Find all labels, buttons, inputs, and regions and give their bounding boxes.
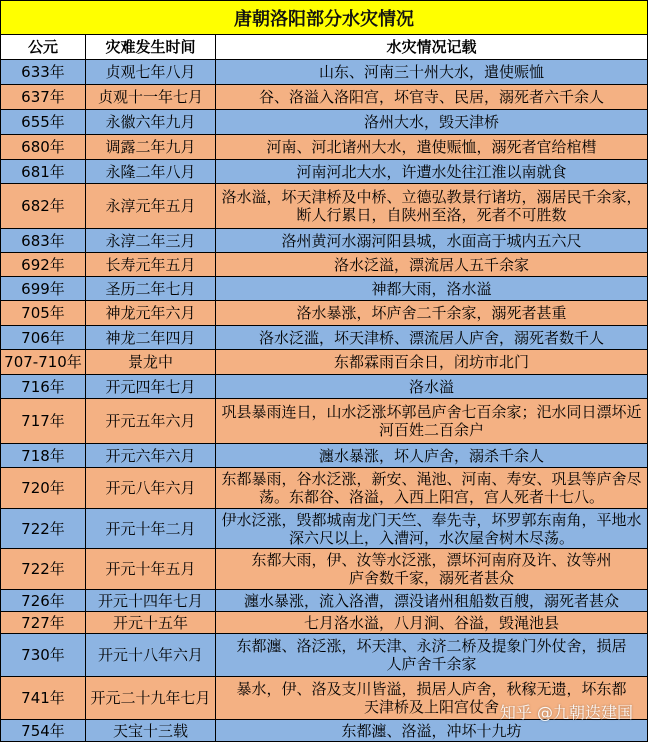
table-row — [1, 444, 647, 468]
time-cell: 开元十四年七月 — [86, 590, 216, 611]
record-cell: 洛水泛溢，漂流居人五千余家 — [333, 255, 529, 274]
time-cell: 开元五年六月 — [86, 399, 216, 443]
time-cell: 开元二十九年七月 — [86, 677, 216, 719]
table-row — [1, 184, 647, 229]
record-cell: 瀍水暴涨，流入洛漕，漂没诸州租船数百艘，溺死者甚众 — [243, 591, 619, 610]
record-cell: 东都霖雨百余日，闭坊市北门 — [333, 353, 529, 371]
record-cell: 洛州大水，毁天津桥 — [363, 113, 499, 131]
time-cell: 天宝十三载 — [86, 720, 216, 741]
table-row — [1, 229, 647, 253]
table-row — [1, 253, 647, 277]
time-cell: 永淳二年三月 — [86, 229, 216, 252]
time-cell: 贞观十一年七月 — [86, 85, 216, 109]
record-cell: 东都瀍、洛泛涨，坏天津、永济二桥及提象门外仗舍，损居 人庐舍千余家 — [236, 637, 627, 673]
year-cell: 718年 — [1, 444, 86, 467]
year-cell: 741年 — [1, 677, 86, 719]
table-row — [1, 350, 647, 375]
record-cell: 东都大雨，伊、汝等水泛涨，漂坏河南府及许、汝等州 庐舍数千家，溺死者甚众 — [251, 551, 612, 587]
time-cell: 长寿元年五月 — [86, 253, 216, 276]
table-title: 唐朝洛阳部分水灾情况 — [1, 1, 647, 35]
year-cell: 720年 — [1, 468, 86, 508]
table-row — [1, 375, 647, 399]
table-row — [1, 60, 647, 85]
record-cell: 暴水，伊、洛及支川皆溢，损居人庐舍，秋稼无遗，坏东都 天津桥及上阳宫仗舍 — [236, 680, 627, 716]
record-cell: 河南、河北诸州大水，遣使赈恤，溺死者官给棺槥 — [266, 138, 597, 156]
year-cell: 680年 — [1, 135, 86, 159]
time-cell: 圣历二年七月 — [86, 277, 216, 300]
year-cell: 726年 — [1, 590, 86, 611]
header-record: 水灾情况记载 — [386, 38, 477, 56]
record-cell: 神都大雨，洛水溢 — [371, 279, 492, 298]
time-cell: 贞观七年八月 — [86, 60, 216, 84]
record-cell: 河南河北大水，许遭水处往江淮以南就食 — [296, 162, 567, 181]
year-cell: 754年 — [1, 720, 86, 741]
year-cell: 681年 — [1, 160, 86, 183]
table-row — [1, 634, 647, 677]
record-cell: 伊水泛涨，毁都城南龙门天竺、奉先寺，坏罗郭东南角，平地水 深六尺以上，入漕河，水次屋舍树木尽荡。 — [221, 510, 642, 547]
time-cell: 开元四年七月 — [86, 375, 216, 398]
time-cell: 神龙元年六月 — [86, 301, 216, 325]
year-cell: 706年 — [1, 326, 86, 349]
time-cell: 开元十年五月 — [86, 549, 216, 589]
year-cell: 722年 — [1, 509, 86, 548]
table-header-row — [1, 35, 647, 60]
table-row — [1, 110, 647, 135]
year-cell: 633年 — [1, 60, 86, 84]
table-row — [1, 85, 647, 110]
table-row — [1, 135, 647, 160]
table-row — [1, 720, 647, 741]
time-cell: 永淳元年五月 — [86, 184, 216, 228]
record-cell: 山东、河南三十州大水，遣使赈恤 — [318, 63, 544, 81]
year-cell: 683年 — [1, 229, 86, 252]
year-cell: 692年 — [1, 253, 86, 276]
header-year: 公元 — [1, 35, 86, 59]
table-row — [1, 590, 647, 612]
year-cell: 655年 — [1, 110, 86, 134]
time-cell: 开元十八年六月 — [86, 634, 216, 676]
time-cell: 开元八年六月 — [86, 468, 216, 508]
time-cell: 调露二年九月 — [86, 135, 216, 159]
record-cell: 洛水溢 — [408, 377, 454, 396]
year-cell: 717年 — [1, 399, 86, 443]
record-cell: 洛水溢，坏天津桥及中桥、立德弘教景行诸坊，溺居民千余家， 断人行累日，自陕州至洛，死者不可胜数 — [221, 188, 642, 224]
year-cell: 637年 — [1, 85, 86, 109]
year-cell: 682年 — [1, 184, 86, 228]
year-cell: 727年 — [1, 612, 86, 633]
table-row — [1, 399, 647, 444]
table-row — [1, 277, 647, 301]
header-time: 灾难发生时间 — [86, 35, 216, 59]
year-cell: 716年 — [1, 375, 86, 398]
time-cell: 景龙中 — [86, 350, 216, 374]
table-row — [1, 509, 647, 549]
record-cell: 东都暴雨，谷水泛涨，新安、渑池、河南、寿安、巩县等庐舍尽 荡。东都谷、洛溢，入西上阳宫，宫人死者十七八。 — [221, 470, 642, 506]
record-cell: 七月洛水溢，八月涧、谷溢，毁渑池县 — [303, 613, 559, 632]
time-cell: 永隆二年八月 — [86, 160, 216, 183]
record-cell: 巩县暴雨连日，山水泛涨坏郭邑庐舍七百余家；汜水同日漂坏近 河百姓二百余户 — [221, 403, 642, 439]
time-cell: 永徽六年九月 — [86, 110, 216, 134]
record-cell: 洛水泛滥，坏天津桥、漂流居人庐舍，溺死者数千人 — [258, 328, 604, 347]
table-row — [1, 549, 647, 590]
table-row — [1, 326, 647, 350]
record-cell: 东都瀍、洛溢，冲坏十九坊 — [341, 721, 522, 740]
record-cell: 洛水暴涨，坏庐舍二千余家，溺死者甚重 — [296, 304, 567, 322]
record-cell: 谷、洛溢入洛阳宫，坏官寺、民居，溺死者六千余人 — [258, 88, 604, 106]
year-cell: 705年 — [1, 301, 86, 325]
table-row — [1, 160, 647, 184]
table-row — [1, 468, 647, 509]
time-cell: 神龙二年四月 — [86, 326, 216, 349]
table-row — [1, 677, 647, 720]
watermark: 知乎 @九朝迭建国 — [499, 703, 633, 722]
table-row — [1, 612, 647, 634]
time-cell: 开元六年六月 — [86, 444, 216, 467]
year-cell: 699年 — [1, 277, 86, 300]
record-cell: 洛州黄河水溺河阳县城，水面高于城内五六尺 — [281, 231, 582, 250]
record-cell: 瀍水暴涨，坏人庐舍，溺杀千余人 — [318, 446, 544, 465]
year-cell: 707-710年 — [1, 350, 86, 374]
time-cell: 开元十五年 — [86, 612, 216, 633]
year-cell: 722年 — [1, 549, 86, 589]
time-cell: 开元十年二月 — [86, 509, 216, 548]
year-cell: 730年 — [1, 634, 86, 676]
table-row — [1, 301, 647, 326]
